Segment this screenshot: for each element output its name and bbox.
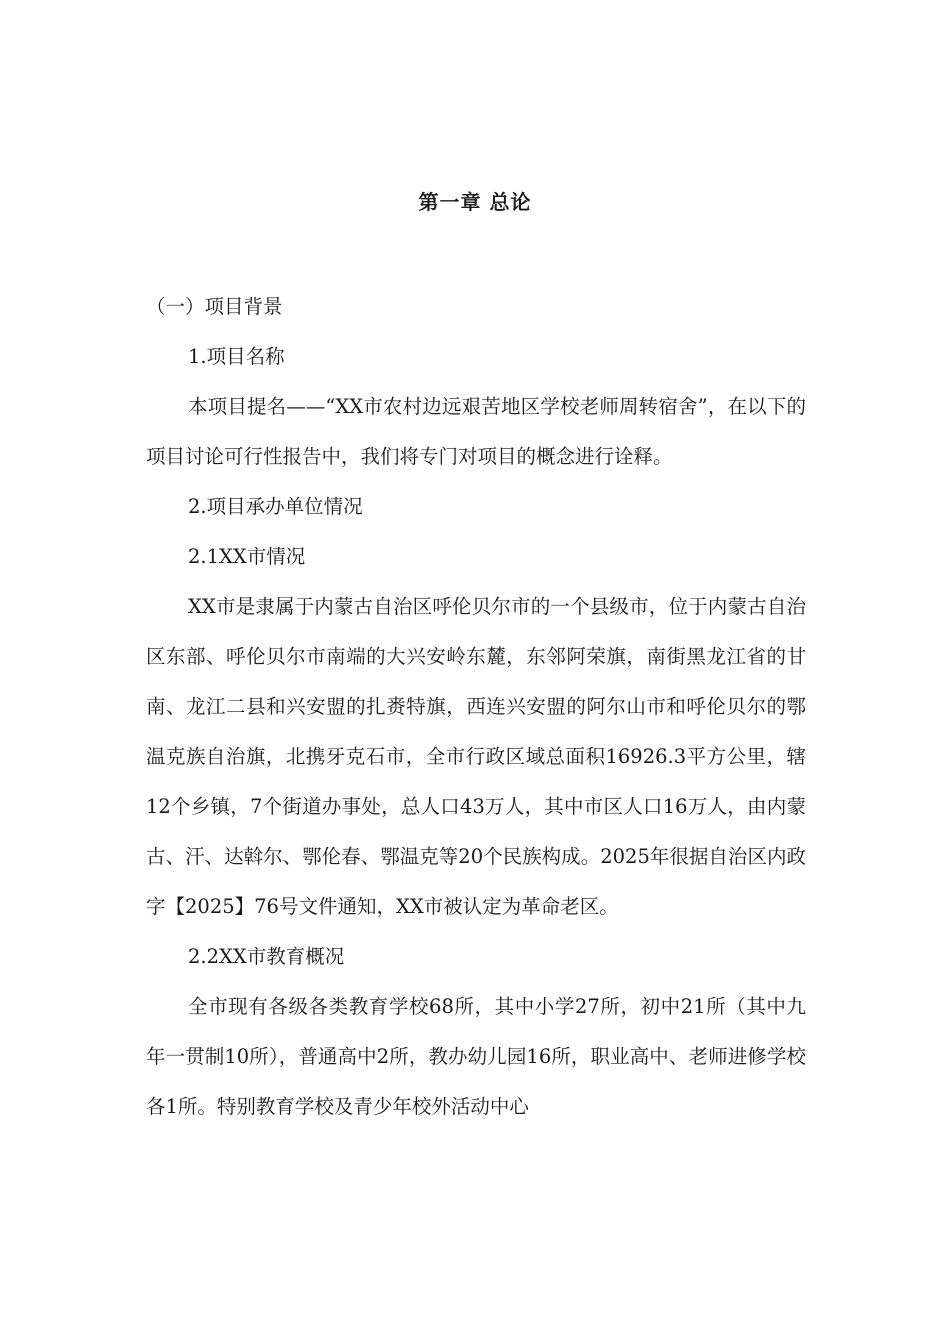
heading-organizer: 2.项目承办单位情况	[188, 495, 363, 518]
body-text	[146, 282, 806, 1132]
heading-project-name: 1.项目名称	[188, 345, 285, 368]
paragraph-education-overview: 全市现有各级各类教育学校68所，其中小学27所，初中21所（其中九年一贯制10所），普通高中2所，教办幼儿园16所，职业高中、老师进修学校各1所。特别教育学校及青少年校外活动中心	[146, 995, 806, 1118]
chapter-title: 第一章 总论	[418, 190, 532, 214]
heading-city-overview: 2.1XX市情况	[188, 545, 306, 568]
paragraph-project-name: 本项目提名——“XX市农村边远艰苦地区学校老师周转宿舍”，在以下的项目讨论可行性报告中，我们将专门对项目的概念进行诠释。	[146, 395, 806, 468]
section-heading-background: （一）项目背景	[146, 295, 283, 318]
paragraph-city-overview: XX市是隶属于内蒙古自治区呼伦贝尔市的一个县级市，位于内蒙古自治区东部、呼伦贝尔市南端的大兴安岭东麓，东邻阿荣旗，南街黑龙江省的甘南、龙江二县和兴安盟的扎赉特旗，西连兴安盟的阿尔山市和呼伦贝尔的鄂温克族自治旗，北携牙克石市，全市行政区域总面积16926.3平方公里，辖12个乡镇，7个街道办事处，总人口43万人，其中市区人口16万人，由内蒙古、汗、达斡尔、鄂伦春、鄂温克等20个民族构成。2025年很据自治区内政字【2025】76号文件通知，XX市被认定为革命老区。	[146, 595, 806, 918]
heading-education-overview: 2.2XX市教育概况	[188, 945, 345, 968]
